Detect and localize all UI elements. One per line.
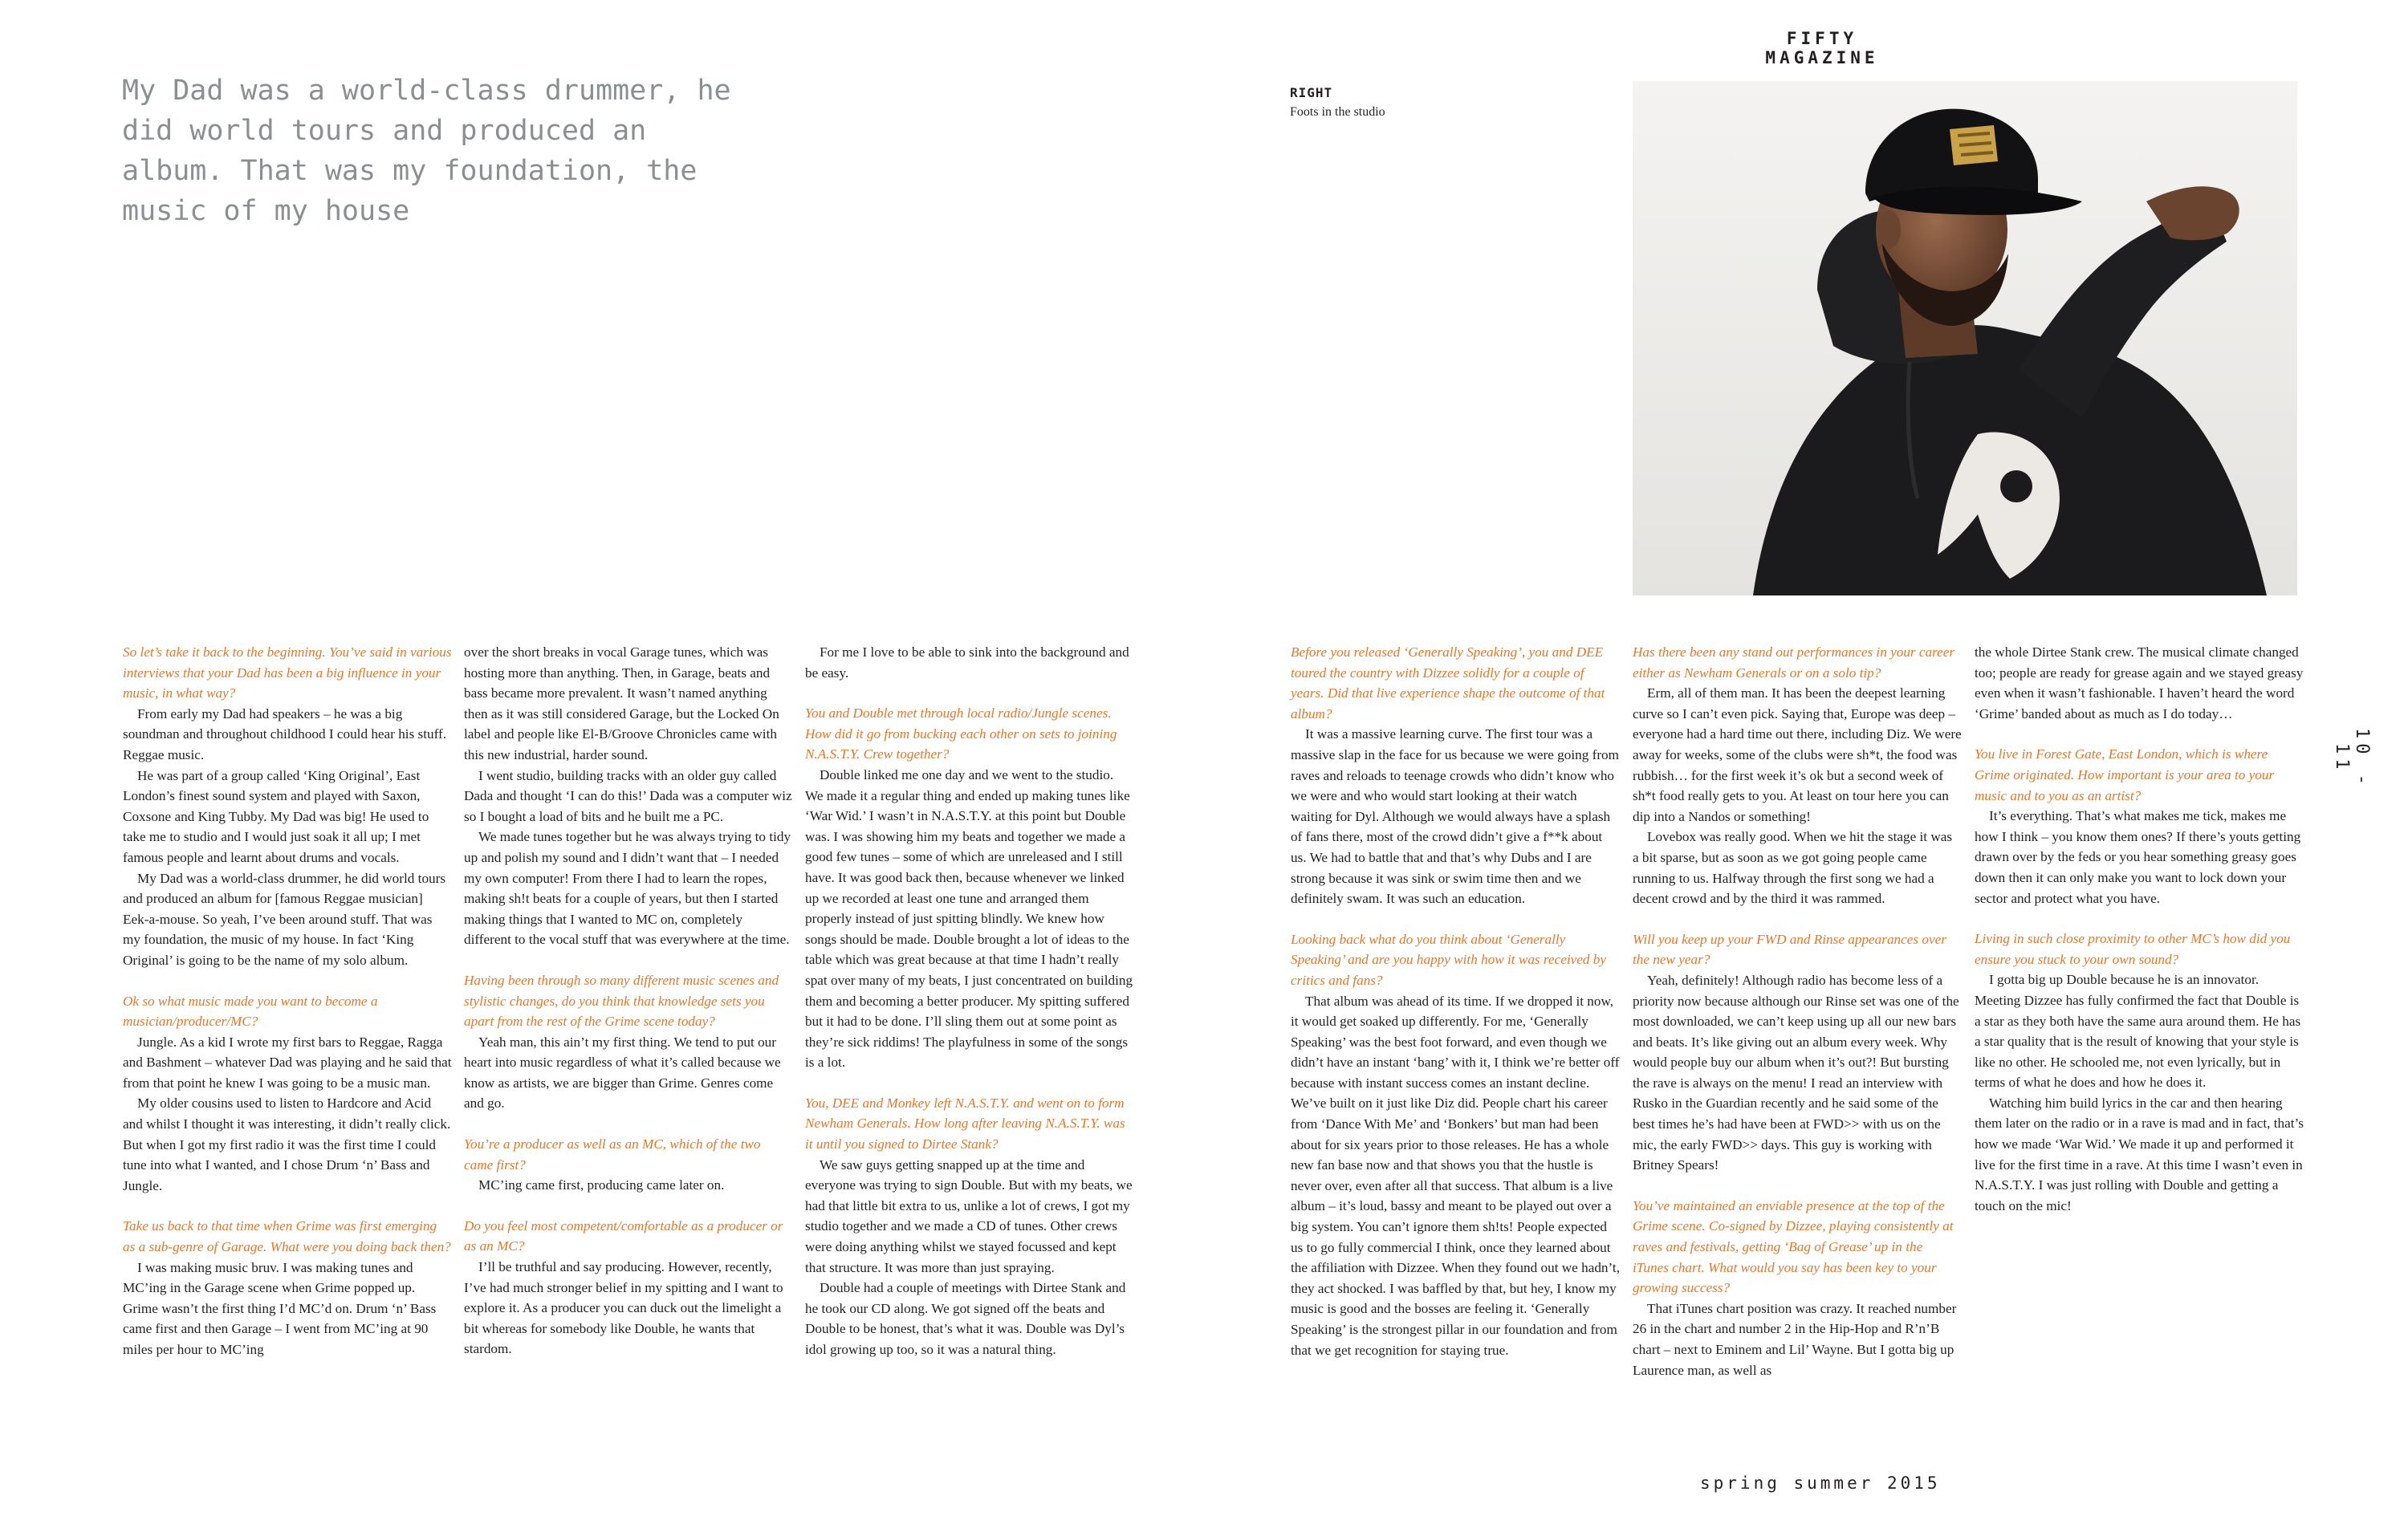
caption-label: RIGHT xyxy=(1290,85,1333,100)
body-paragraph: It’s everything. That’s what makes me tick, makes me how I think – you know them ones? If there’s youts getting drawn over by the feds or you hear something greasy goes down then it can only make you want to lock down your sector and protect what you have. xyxy=(1975,808,2301,906)
body-paragraph: For me I love to be able to sink into the background and be easy. xyxy=(805,644,1129,681)
interview-question: Has there been any stand out performances in your career either as Newham Generals or on a solo tip? xyxy=(1633,644,1955,681)
portrait-illustration xyxy=(1633,81,2297,595)
body-paragraph: MC’ing came first, producing came later on. xyxy=(478,1177,725,1193)
body-paragraph: It was a massive learning curve. The first tour was a massive slap in the face for us because we were going from raves and reloads to teenage crowds who didn’t know who we were and who would start looking at their watch waiting for Dyl. Although we would always have a splash of fans there, most of the crowd didn’t give a f**k about us. We had to battle that and that’s why Dubs and I are strong because it was sink or swim time then and we definitely swam. It was such an education. xyxy=(1291,726,1620,907)
body-paragraph: Double had a couple of meetings with Dirtee Stank and he took our CD along. We got signed off the beats and Double to be honest, that’s what it was. Double was Dyl’s idol growing up too, so it was a natural thing. xyxy=(805,1280,1126,1357)
body-paragraph: We saw guys getting snapped up at the time and everyone was trying to sign Double. But with my beats, we had that little bit extra to us, unlike a lot of crews, I got my studio together and we made a CD of tunes. Other crews were doing anything whilst we stayed focussed and kept that structure. It was more than just spraying. xyxy=(805,1156,1133,1275)
interview-question: Before you released ‘Generally Speaking’, you and DEE toured the country with Dizzee solidly for a couple of years. Did that live experience shape the outcome of that album? xyxy=(1291,644,1605,721)
body-paragraph: That iTunes chart position was crazy. It reached number 26 in the chart and number 2 in the Hip-Hop and R’n’B chart – next to Eminem and Lil’ Wayne. But I gotta big up Laurence man, as well as xyxy=(1633,1300,1957,1378)
interview-question: Looking back what do you think about ‘Generally Speaking’ and are you happy with how it was received by critics and fans? xyxy=(1291,931,1607,988)
interview-question: You and Double met through local radio/Jungle scenes. How did it go from bucking each other on sets to joining N.A.S.T.Y. Crew together? xyxy=(805,705,1117,762)
body-paragraph: Double linked me one day and we went to the studio. We made it a regular thing and ended up making tunes like ‘War Wid.’ I wasn’t in N.A.S.T.Y. at this point but Double was. I was showing him my beats and together we made a good few tunes – some of which are unreleased and I still have. It was good back then, because whenever we linked up we recorded at least one tune and arranged them properly instead of just spitting blindly. We knew how songs should be made. Double brought a lot of ideas to the table which was great because at that time I hadn’t really spat over many of my beats, I just concentrated on building them and becoming a better producer. My spitting suffered but it had to be done. I’ll sling them out at some point as they’re sick riddims! The playfulness in some of the songs is a lot. xyxy=(805,766,1133,1071)
article-column-2 xyxy=(464,642,793,1360)
body-paragraph: Yeah man, this ain’t my first thing. We tend to put our heart into music regardless of what it’s called because we know as artists, we are bigger than Grime. Genres come and go. xyxy=(464,1034,781,1112)
interview-question: You live in Forest Gate, East London, which is where Grime originated. How important is your area to your music and to you as an artist? xyxy=(1975,746,2275,803)
interview-question: Do you feel most competent/comfortable as a producer or as an MC? xyxy=(464,1217,783,1254)
photo-caption xyxy=(1290,85,1595,120)
body-paragraph: My Dad was a world-class drummer, he did world tours and produced an album for [famous Reggae musician] Eek-a-mouse. So yeah, I’ve been around stuff. That was my foundation, the music of my house. In fact ‘King Original’ is going to be the name of my solo album. xyxy=(123,870,446,968)
body-paragraph: I was making music bruv. I was making tunes and MC’ing in the Garage scene when Grime popped up. Grime wasn’t the first thing I’d MC’d on. Drum ‘n’ Bass came first and then Garage – I went from MC’ing at 90 miles per hour to MC’ing xyxy=(123,1259,437,1357)
body-paragraph: From early my Dad had speakers – he was a big soundman and throughout childhood I could hear his stuff. Reggae music. xyxy=(123,705,447,762)
body-paragraph: Lovebox was really good. When we hit the stage it was a bit sparse, but as soon as we got going people came running to us. Halfway through the first song we had a decent crowd and by the third it was rammed. xyxy=(1633,829,1953,907)
interview-question: You, DEE and Monkey left N.A.S.T.Y. and went on to form Newham Generals. How long after leaving N.A.S.T.Y. was it until you signed to Dirtee Stank? xyxy=(805,1095,1125,1152)
interview-question: Living in such close proximity to other MC’s how did you ensure you stuck to your own sound? xyxy=(1975,931,2291,967)
page-numbers: 10 - 11 xyxy=(2332,727,2372,790)
body-paragraph: I’ll be truthful and say producing. However, recently, I’ve had much stronger belief in my spitting and I want to explore it. As a producer you can duck out the limelight a bit whereas for somebody like Double, he wants that stardom. xyxy=(464,1259,783,1357)
interview-question: Ok so what music made you want to become a musician/producer/MC? xyxy=(123,993,378,1030)
article-column-4 xyxy=(1291,642,1620,1360)
interview-question: Having been through so many different music scenes and stylistic changes, do you think that knowledge sets you apart from the rest of the Grime scene today? xyxy=(464,972,779,1030)
portrait-photo xyxy=(1633,81,2297,595)
interview-question: Take us back to that time when Grime was first emerging as a sub-genre of Garage. What were you doing back then? xyxy=(123,1218,451,1255)
body-paragraph: We made tunes together but he was always trying to tidy up and polish my sound and I didn’t want that – I needed my own computer! From there I had to learn the ropes, making sh!t beats for a couple of years, but then I started making things that I wanted to MC on, completely different to the vocal stuff that was everywhere at the time. xyxy=(464,829,791,948)
interview-question: Will you keep up your FWD and Rinse appearances over the new year? xyxy=(1633,931,1946,968)
caption-text: Foots in the studio xyxy=(1290,105,1385,119)
body-paragraph: Erm, all of them man. It has been the deepest learning curve so I can’t even pick. Saying that, Europe was deep – everyone had a hard time out there, including Diz. We were away for weeks, some of the clubs were sh*t, the food was rubbish… for the first week it’s ok but a second week of sh*t food really gets to you. At least on tour here you can dip into a Nandos or something! xyxy=(1633,685,1962,824)
interview-question: You’ve maintained an enviable presence at the top of the Grime scene. Co-signed by Dizzee, playing consistently at raves and festivals, getting ‘Bag of Grease’ up in the iTunes chart. What would you say has been key to your growing success? xyxy=(1633,1197,1954,1296)
body-paragraph: Watching him build lyrics in the car and then hearing them later on the radio or in a rave is mad and in fact, that’s how we made ‘War Wid.’ We made it up and performed it live for the first time in a rave. At this time I wasn’t even in N.A.S.T.Y. I was just rolling with Double and getting a touch on the mic! xyxy=(1975,1095,2304,1213)
body-paragraph: That album was ahead of its time. If we dropped it now, it would get soaked up differently. For me, ‘Generally Speaking’ was the best foot forward, and even though we didn’t have an instant ‘bang’ with it, I think we’re better off because with instant success comes an instant decline. We’ve built on it just like Diz did. People chart his career from ‘Dance With Me’ and ‘Bonkers’ but man had been about for six years prior to those releases. He has a whole new fan base now and that shows you that the hustle is never over, even after all that success. That album is a live album – it’s loud, bassy and meant to be played out over a big system. You can’t ignore them sh!ts! People expected us to go fully commercial I think, once they learned about the affiliation with Dizzee. When they found out we hadn’t, they act shocked. I was baffled by that, but hey, I know my music is good and the bosses are feeling it. ‘Generally Speaking’ is the strongest pillar in our foundation and from that we get recognition for staying true. xyxy=(1291,993,1620,1358)
interview-question: So let’s take it back to the beginning. You’ve said in various interviews that your Dad has been a big influence in your music, in what way? xyxy=(123,644,452,701)
body-paragraph: I went studio, building tracks with an older guy called Dada and thought ‘I can do this!’ Dada was a computer wiz so I bought a load of bits and he built me a PC. xyxy=(464,767,792,824)
issue-footer: spring summer 2015 xyxy=(1700,1473,1941,1493)
body-paragraph: over the short breaks in vocal Garage tunes, which was hosting more than anything. Then, in Garage, beats and bass became more prevalent. It wasn’t named anything then as it was still considered Garage, but the Locked On label and people like El-B/Groove Chronicles came with this new industrial, harder sound. xyxy=(464,644,779,762)
body-paragraph: He was part of a group called ‘King Original’, East London’s finest sound system and played with Saxon, Coxsone and King Tubby. My Dad was big! He used to take me to studio and I would just soak it all up; I met famous people and learnt about drums and vocals. xyxy=(123,767,429,865)
pull-quote: My Dad was a world-class drummer, he did world tours and produced an album. That was my foundation, the music of my house xyxy=(122,75,731,227)
body-paragraph: Jungle. As a kid I wrote my first bars to Reggae, Ragga and Bashment – whatever Dad was playing and he said that from that point he knew I was going to be a music man. xyxy=(123,1034,452,1091)
article-column-6 xyxy=(1975,642,2304,1216)
body-paragraph: the whole Dirtee Stank crew. The musical climate changed too; people are ready for grease again and we stayed greasy even when it wasn’t fashionable. I haven’t heard the word ‘Grime’ banded about as much as I do today… xyxy=(1975,644,2304,721)
interview-question: You’re a producer as well as an MC, which of the two came first? xyxy=(464,1136,761,1173)
article-column-5 xyxy=(1633,642,1962,1380)
article-column-1 xyxy=(123,642,452,1360)
article-column-3 xyxy=(805,642,1134,1360)
body-paragraph: Yeah, definitely! Although radio has become less of a priority now because although our Rinse set was one of the most downloaded, we can’t keep using up all our new bars and beats. It’s like giving out an album every week. Why would people buy our album when it’s out?! But bursting the rave is always on the menu! I read an interview with Rusko in the Guardian recently and he said some of the best times he’s had have been at FWD>> with us on the mic, the early FWD>> days. This guy is working with Britney Spears! xyxy=(1633,972,1959,1173)
body-paragraph: I gotta big up Double because he is an innovator. Meeting Dizzee has fully confirmed the fact that Double is a star as they both have the same aura around them. He has a star quality that is the result of knowing that your style is like no other. He schooled me, not even lyrically, but in terms of what he does and how he does it. xyxy=(1975,972,2301,1091)
body-paragraph: My older cousins used to listen to Hardcore and Acid and whilst I thought it was interesting, it didn’t really click. But when I got my first radio it was the first time I could tune into what I wanted, and I chose Drum ‘n’ Bass and Jungle. xyxy=(123,1095,451,1193)
masthead: FIFTY MAGAZINE xyxy=(1765,29,1879,67)
